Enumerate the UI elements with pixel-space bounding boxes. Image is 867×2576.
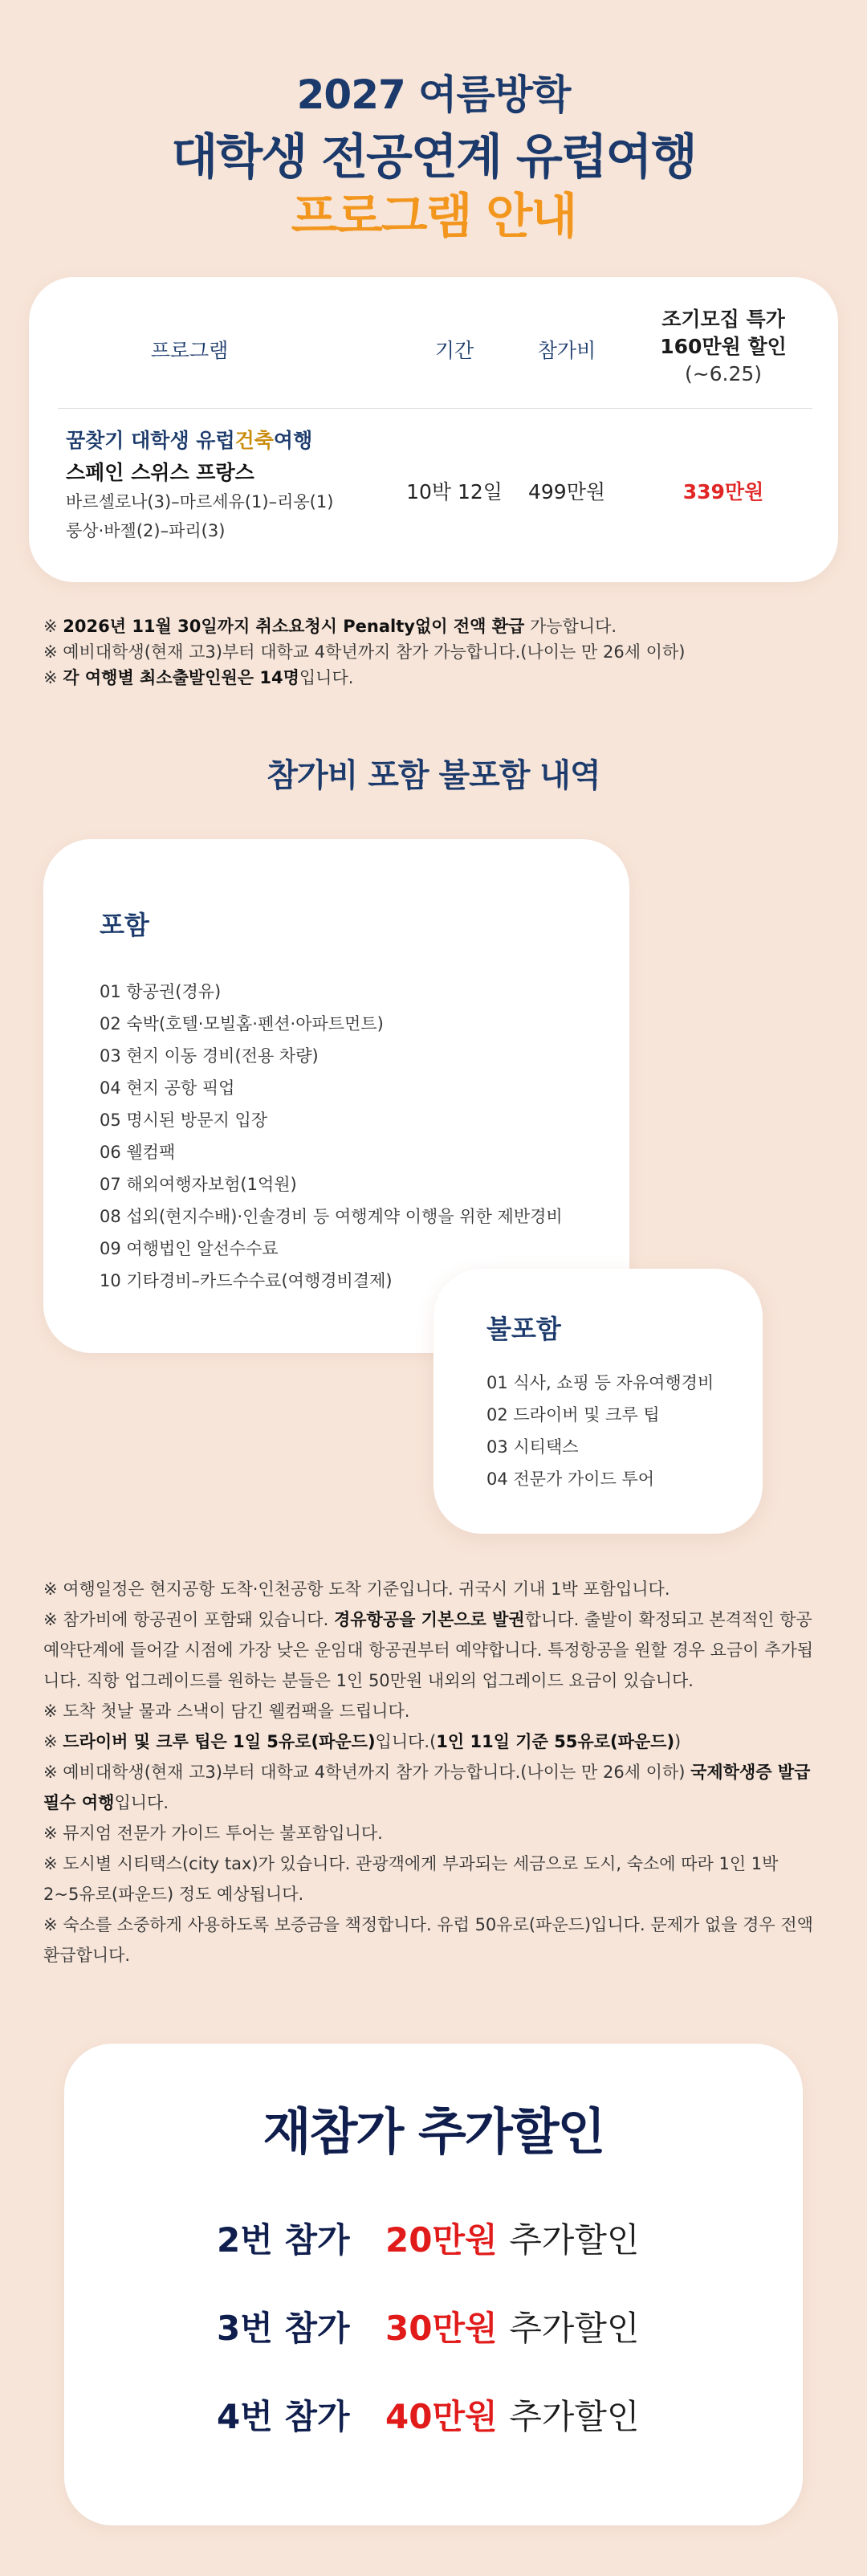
note-bottom: ※ 드라이버 및 크루 팁은 1일 5유로(파운드)입니다.(1인 11일 기준 55유로(파운드)) [43, 1732, 682, 1751]
list-item: 10 기타경비–카드수수료(여행경비결제) [100, 1271, 393, 1290]
rejoin-row-suffix: 추가할인 [509, 2309, 640, 2348]
header-early-line3: (~6.25) [684, 362, 763, 385]
note-bottom: ※ 숙소를 소중하게 사용하도록 보증금을 책정합니다. 유럽 50유로(파운드)입니다. 문제가 없을 경우 전액 환급합니다. [43, 1915, 813, 1965]
rejoin-row-amount: 20만원 [385, 2220, 498, 2260]
program-name-prefix: 꿈찾기 대학생 유럽 [66, 429, 235, 452]
list-item: 03 현지 이동 경비(전용 차량) [100, 1046, 319, 1066]
excluded-list [486, 1367, 759, 1495]
list-item: 04 현지 공항 픽업 [100, 1078, 235, 1098]
included-title: 포함 [100, 910, 149, 940]
rejoin-row-amount: 40만원 [385, 2397, 498, 2436]
program-name [66, 425, 312, 454]
excluded-title: 불포함 [486, 1314, 561, 1344]
page-title-sub: 프로그램 안내 [291, 189, 576, 245]
program-name-highlight: 건축 [234, 429, 274, 452]
notes-bottom [43, 1574, 816, 1971]
included-list [100, 976, 613, 1297]
program-fee: 499만원 [527, 480, 606, 503]
program-early-price: 339만원 [682, 480, 764, 503]
list-item: 06 웰컴팩 [100, 1143, 176, 1162]
rejoin-discount-card [64, 2044, 803, 2525]
program-period: 10박 12일 [406, 480, 503, 503]
list-item: 08 섭외(현지수배)·인솔경비 등 여행계약 이행을 위한 제반경비 [100, 1207, 563, 1226]
header-early-bird [625, 306, 822, 388]
list-item: 03 시티택스 [486, 1437, 579, 1457]
rejoin-row-3 [217, 2302, 640, 2350]
note-top-3: ※ 각 여행별 최소출발인원은 14명입니다. [43, 668, 354, 687]
rejoin-row-suffix: 추가할인 [509, 2220, 640, 2260]
rejoin-row-4 [217, 2391, 640, 2439]
rejoin-discount-title: 재참가 추가할인 [263, 2102, 604, 2161]
header-period: 기간 [434, 339, 474, 362]
header-fee: 참가비 [537, 339, 596, 362]
list-item: 02 숙박(호텔·모빌홈·펜션·아파트먼트) [100, 1014, 384, 1033]
list-item: 01 항공권(경유) [100, 982, 222, 1001]
list-item: 01 식사, 쇼핑 등 자유여행경비 [486, 1373, 714, 1392]
program-route-line2: 룽상·바젤(2)–파리(3) [66, 521, 226, 540]
program-route-line1: 바르셀로나(3)–마르세유(1)–리옹(1) [66, 492, 334, 512]
rejoin-row-label: 2번 참가 [217, 2220, 350, 2260]
header-early-line2: 160만원 할인 [660, 335, 787, 358]
rejoin-row-amount: 30만원 [385, 2309, 498, 2348]
page-title-year: 2027 여름방학 [296, 71, 571, 118]
table-divider [58, 408, 812, 409]
notes-top [43, 613, 830, 691]
program-table-card [29, 277, 838, 582]
rejoin-row-label: 3번 참가 [217, 2309, 350, 2348]
list-item: 04 전문가 가이드 투어 [486, 1469, 655, 1489]
note-bottom: ※ 참가비에 항공권이 포함돼 있습니다. 경유항공을 기본으로 발권합니다. 출발이 확정되고 본격적인 항공예약단계에 들어갈 시점에 가장 낮은 운임대 항공권부터 예약합니다. 특정항공을 원할 경우 요금이 추가됩니다. 직항 업그레이드를 원하는 분들은 1인 50만원 내외의 업그레이드 요금이 있습니다. [43, 1610, 814, 1690]
note-top-1: ※ 2026년 11월 30일까지 취소요청시 Penalty없이 전액 환급 가능합니다. [43, 617, 617, 636]
excluded-card [434, 1269, 763, 1534]
program-route [66, 487, 403, 545]
list-item: 09 여행법인 알선수수료 [100, 1239, 279, 1258]
list-item: 02 드라이버 및 크루 팁 [486, 1405, 660, 1425]
note-bottom: ※ 예비대학생(현재 고3)부터 대학교 4학년까지 참가 가능합니다.(나이는 만 26세 이하) 국제학생증 발급 필수 여행입니다. [43, 1763, 811, 1812]
note-bottom: ※ 도착 첫날 물과 스낵이 담긴 웰컴팩을 드립니다. [43, 1702, 410, 1721]
inclusion-section-title: 참가비 포함 불포함 내역 [267, 757, 600, 794]
note-bottom: ※ 도시별 시티택스(city tax)가 있습니다. 관광객에게 부과되는 세금으로 도시, 숙소에 따라 1인 1박 2~5유로(파운드) 정도 예상됩니다. [43, 1854, 779, 1904]
list-item: 05 명시된 방문지 입장 [100, 1111, 268, 1130]
header-program: 프로그램 [150, 339, 229, 362]
rejoin-row-2 [217, 2214, 640, 2262]
list-item: 07 해외여행자보험(1억원) [100, 1175, 297, 1194]
note-top-2: ※ 예비대학생(현재 고3)부터 대학교 4학년까지 참가 가능합니다.(나이는 만 26세 이하) [43, 642, 686, 662]
program-name-suffix: 여행 [273, 429, 313, 452]
note-bottom: ※ 여행일정은 현지공항 도착·인천공항 도착 기준입니다. 귀국시 기내 1박 포함입니다. [43, 1579, 670, 1599]
header-early-line1: 조기모집 특가 [661, 308, 785, 331]
page-title-main: 대학생 전공연계 유럽여행 [171, 129, 696, 185]
rejoin-row-suffix: 추가할인 [509, 2397, 640, 2436]
rejoin-row-label: 4번 참가 [217, 2397, 350, 2436]
program-countries: 스페인 스위스 프랑스 [66, 461, 254, 484]
note-bottom: ※ 뮤지엄 전문가 가이드 투어는 불포함입니다. [43, 1824, 383, 1843]
